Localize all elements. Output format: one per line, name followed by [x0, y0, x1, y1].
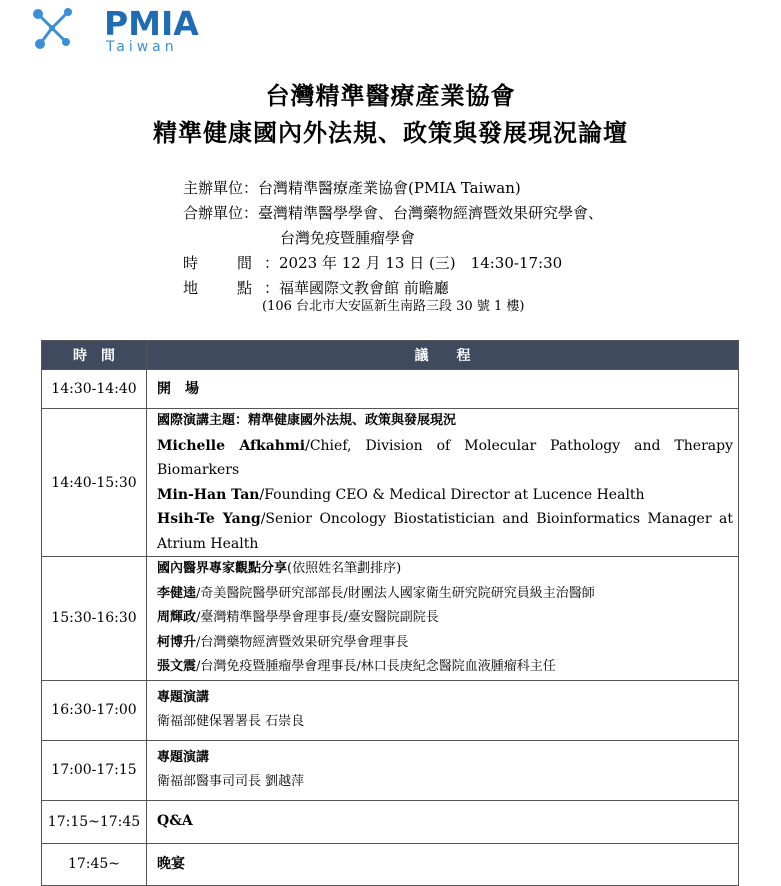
- row-time: 16:30-17:00: [42, 680, 147, 740]
- table-row: [42, 680, 739, 740]
- row-content: [147, 409, 739, 557]
- table-row: [42, 370, 739, 409]
- coorganizer-value: 臺灣精準醫學學會、台灣藥物經濟暨效果研究學會、: [258, 204, 604, 222]
- table-row: [42, 557, 739, 681]
- header-time: 時 間: [42, 341, 147, 370]
- pmia-logo: [30, 4, 199, 56]
- time-label: 時 間: [183, 254, 252, 272]
- row-content: [147, 557, 739, 681]
- coorganizer-label: 合辦單位：: [183, 204, 259, 222]
- speaker-line: Michelle Afkahmi/Chief, Division of Molecular Pathology and Therapy Biomarkers: [157, 437, 733, 478]
- event-info: [183, 176, 603, 301]
- row-time: 17:15~17:45: [42, 800, 147, 843]
- row-time: 15:30-16:30: [42, 557, 147, 681]
- table-row: [42, 409, 739, 557]
- table-row: [42, 843, 739, 885]
- table-header: [42, 341, 739, 370]
- coorganizer-row: [183, 201, 603, 226]
- speaker-line: 周輝政/臺灣精準醫學學會理事長/臺安醫院副院長: [157, 610, 439, 625]
- header-agenda: 議 程: [147, 341, 739, 370]
- speaker-line: 張文震/台灣免疫暨腫瘤學會理事長/林口長庚紀念醫院血液腫瘤科主任: [157, 659, 556, 674]
- organizer-label: 主辦單位：: [183, 179, 259, 197]
- table-row: [42, 800, 739, 843]
- row-time: 14:30-14:40: [42, 370, 147, 409]
- row-content: [147, 740, 739, 800]
- table-row: [42, 740, 739, 800]
- row-detail: 衛福部健保署署長 石崇良: [157, 714, 305, 729]
- row-title: 國際演講主題：精準健康國外法規、政策與發展現況: [157, 413, 457, 428]
- row-time: 14:40-15:30: [42, 409, 147, 557]
- address: (106 台北市大安區新生南路三段 30 號 1 樓): [262, 299, 525, 314]
- agenda-table: [41, 340, 739, 886]
- place-value: ：福華國際文教會館 前瞻廳: [264, 279, 449, 297]
- coorganizer-value-2: 台灣免疫暨腫瘤學會: [280, 229, 416, 247]
- row-title: 開 場: [147, 370, 739, 409]
- organizer-value: 台灣精準醫療產業協會(PMIA Taiwan): [258, 179, 521, 197]
- row-time: 17:45~: [42, 843, 147, 885]
- row-content: [147, 680, 739, 740]
- place-label: 地 點: [183, 279, 252, 297]
- row-title: 晚宴: [147, 843, 739, 885]
- row-title: Q&A: [147, 800, 739, 843]
- association-title: 台灣精準醫療產業協會: [265, 81, 516, 110]
- logo-text: PMIA: [104, 4, 199, 43]
- speaker-line: Hsih-Te Yang/Senior Oncology Biostatistician and Bioinformatics Manager at Atrium Health: [157, 511, 734, 552]
- row-title: 專題演講: [157, 689, 210, 705]
- speaker-line: 柯博升/台灣藥物經濟暨效果研究學會理事長: [157, 634, 409, 650]
- time-value: ：2023 年 12 月 13 日 (三) 14:30-17:30: [264, 254, 563, 272]
- time-row: [183, 251, 603, 276]
- forum-title: 精準健康國內外法規、政策與發展現況論壇: [153, 118, 628, 147]
- row-detail: 衛福部醫事司司長 劉越萍: [157, 774, 305, 789]
- speaker-line: 李健逵/奇美醫院醫學研究部部長/財團法人國家衛生研究院研究員級主治醫師: [157, 585, 595, 601]
- speaker-line: Min-Han Tan/Founding CEO & Medical Director at Lucence Health: [157, 486, 645, 503]
- row-title-line: 國內醫界專家觀點分享(依照姓名筆劃排序): [157, 561, 402, 576]
- row-title: 專題演講: [157, 749, 210, 765]
- molecule-icon: [30, 6, 76, 52]
- logo-subtext: Taiwan: [106, 39, 178, 55]
- organizer-row: [183, 176, 603, 201]
- coorganizer-row-2: [183, 226, 603, 251]
- row-time: 17:00-17:15: [42, 740, 147, 800]
